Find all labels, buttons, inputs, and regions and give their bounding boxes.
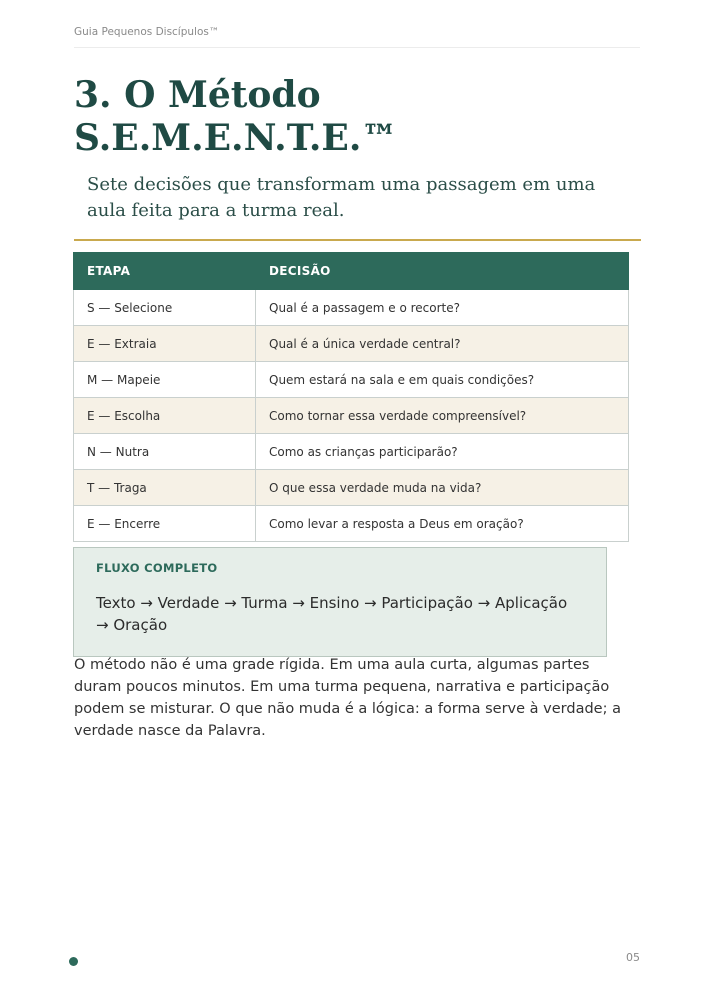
flow-label: FLUXO COMPLETO [96,561,218,575]
chapter-subtitle: Sete decisões que transformam uma passagem em uma aula feita para a turma real. [87,174,596,221]
step-cell: T — Traga [74,470,256,506]
column-header-decisao: DECISÃO [256,253,629,290]
step-cell: N — Nutra [74,434,256,470]
decision-cell: Quem estará na sala e em quais condições? [256,362,629,398]
table-row [74,506,629,542]
table-row [74,326,629,362]
gold-divider [74,239,641,241]
step-cell: E — Escolha [74,398,256,434]
chapter-title [74,74,640,160]
step-cell: M — Mapeie [74,362,256,398]
chapter-title-line-2: S.E.M.E.N.T.E.™ [74,117,398,159]
decision-cell: O que essa verdade muda na vida? [256,470,629,506]
column-header-etapa: ETAPA [74,253,256,290]
step-cell: E — Encerre [74,506,256,542]
decision-cell: Como tornar essa verdade compreensível? [256,398,629,434]
table-header-row [74,253,629,290]
footer-dot-icon [69,957,78,966]
flow-text: Texto → Verdade → Turma → Ensino → Participação → Aplicação → Oração [96,594,568,634]
step-cell: E — Extraia [74,326,256,362]
decision-cell: Qual é a passagem e o recorte? [256,290,629,326]
chapter-title-line-1: 3. O Método [74,74,321,116]
decision-cell: Como levar a resposta a Deus em oração? [256,506,629,542]
table-row [74,398,629,434]
decision-cell: Como as crianças participarão? [256,434,629,470]
table-row [74,470,629,506]
running-header: Guia Pequenos Discípulos™ [74,26,640,48]
decision-cell: Qual é a única verdade central? [256,326,629,362]
body-paragraph: O método não é uma grade rígida. Em uma aula curta, algumas partes duram poucos minutos. Em uma turma pequena, narrativa e participação podem se misturar. O que não muda é a lógica: a forma serve à verdade; a verdade nasce da Palavra. [74,657,621,739]
table-row [74,362,629,398]
page-number: 05 [626,951,640,964]
full-flow-callout [73,547,607,657]
table-row [74,434,629,470]
step-cell: S — Selecione [74,290,256,326]
table-row [74,290,629,326]
method-steps-table [73,252,629,542]
